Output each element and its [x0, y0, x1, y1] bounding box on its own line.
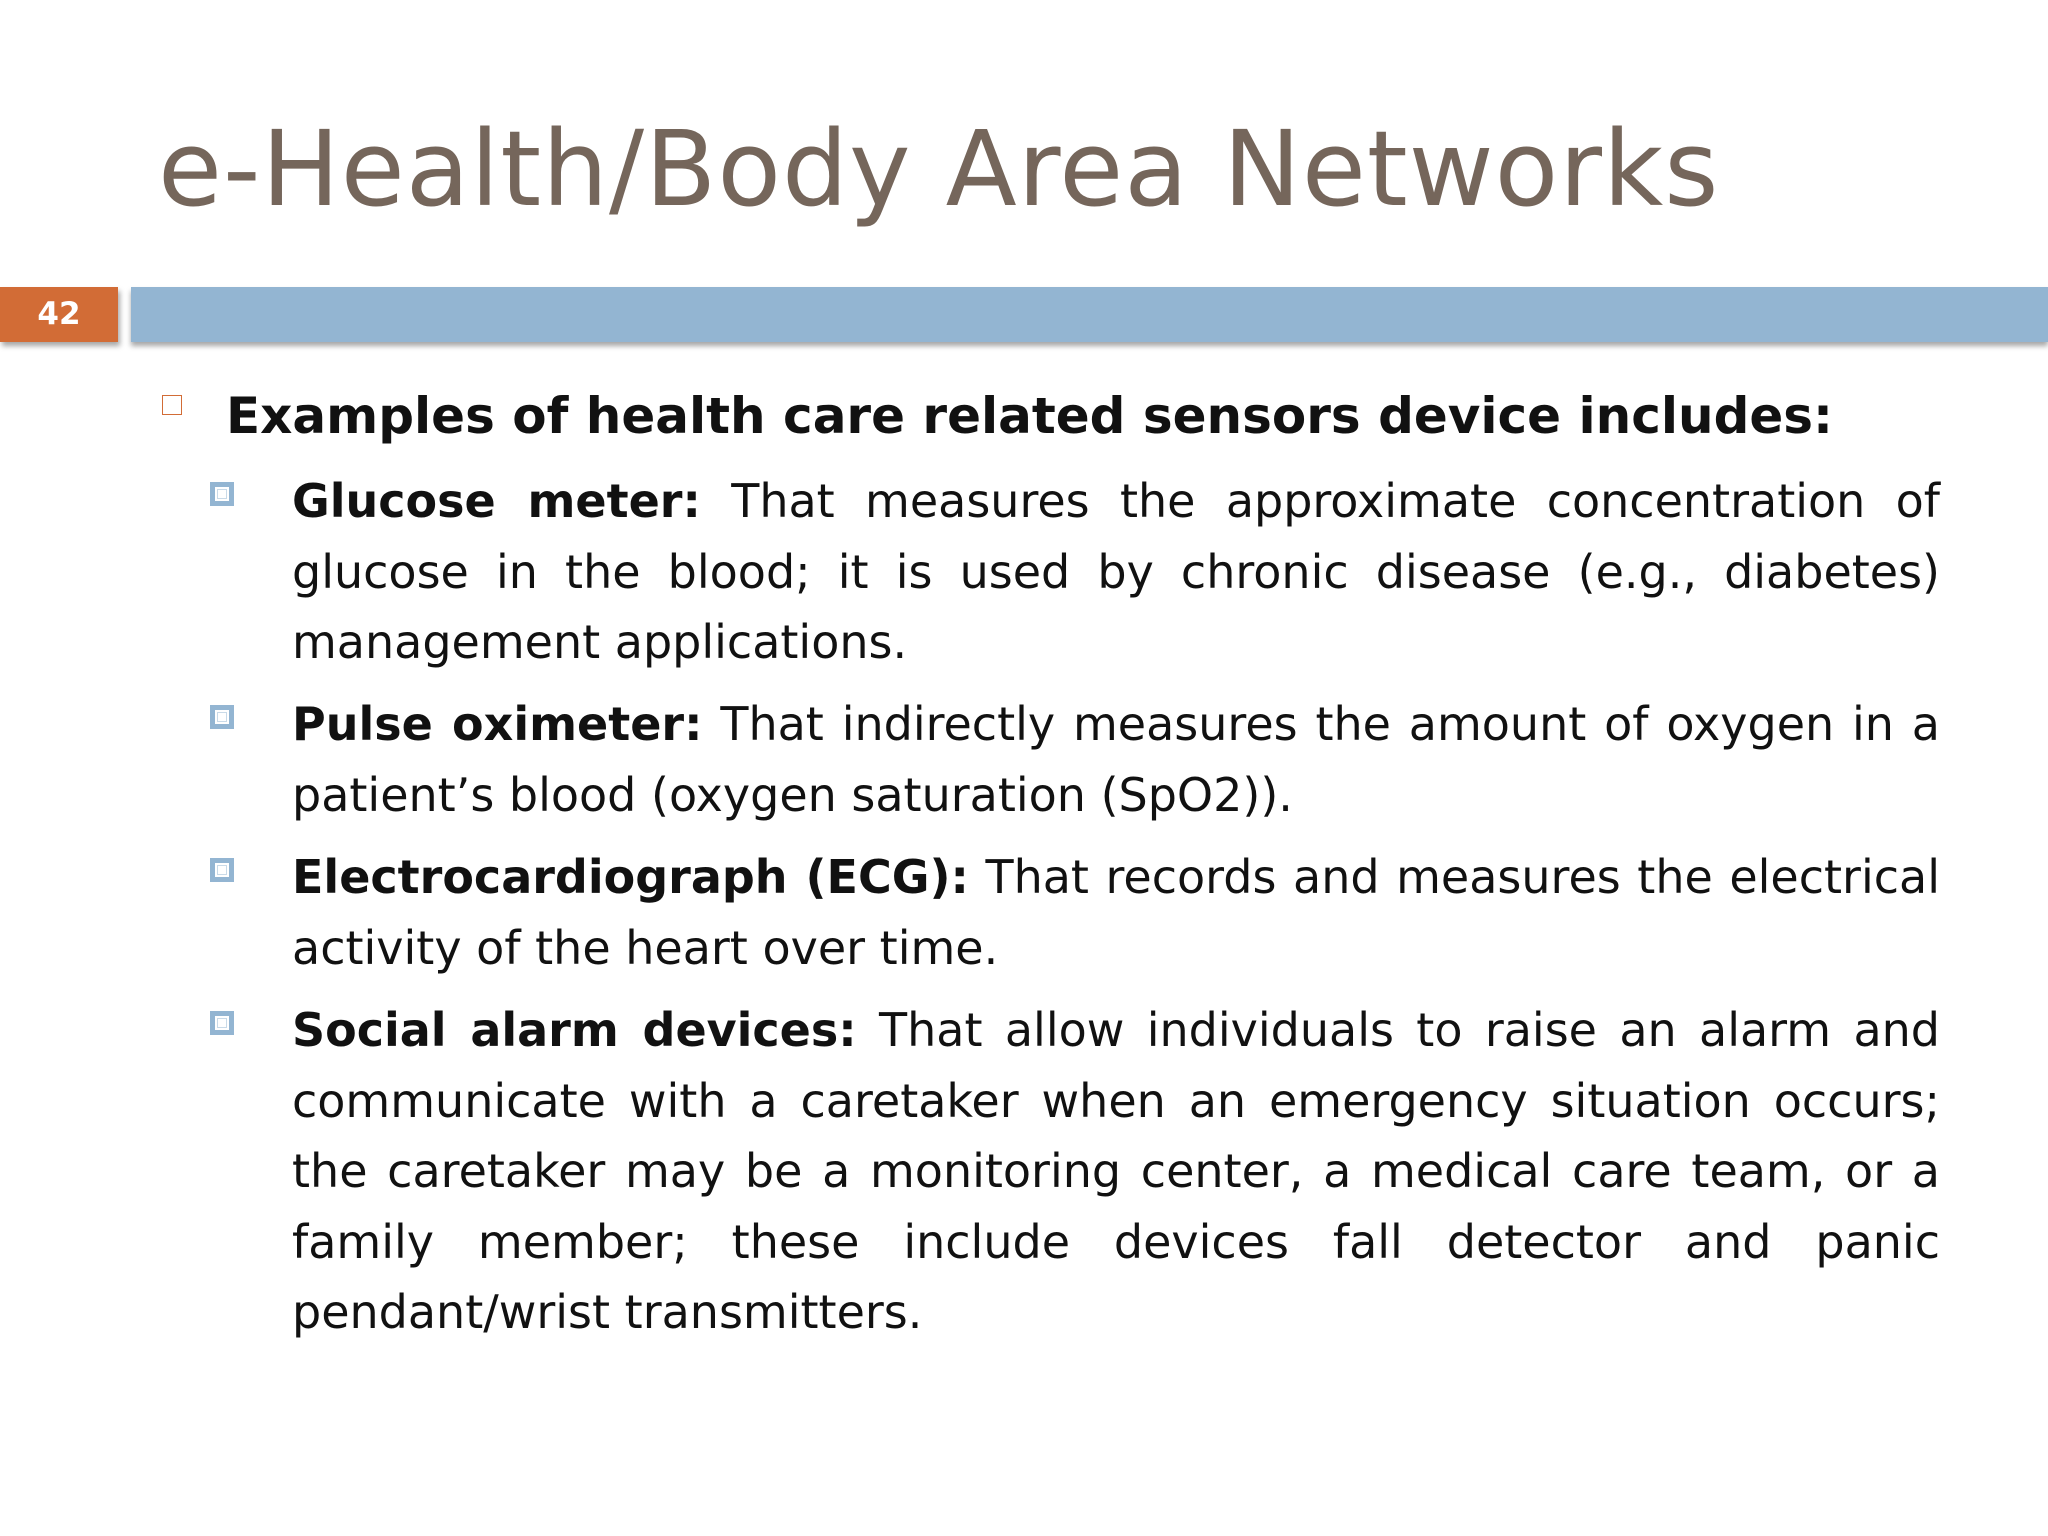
- item-description: That allow individuals to raise an alarm and communicate with a caretaker when an emergency situation occurs; the caretaker may be a monitoring center, a medical care team, or a family member; these include devices fall detector and panic pendant/wrist transmitters.: [292, 1003, 1940, 1339]
- square-bullet-icon: [210, 705, 234, 729]
- item-paragraph: [292, 995, 1940, 1348]
- item-paragraph: [292, 466, 1940, 678]
- item-description: That measures the approximate concentration of glucose in the blood; it is used by chronic disease (e.g., diabetes) management applications.: [292, 474, 1940, 669]
- item-term: Glucose meter:: [292, 474, 701, 528]
- slide-title: e-Health/Body Area Networks: [158, 108, 1720, 230]
- item-paragraph: [292, 689, 1940, 830]
- square-bullet-icon: [210, 1011, 234, 1035]
- item-description: That indirectly measures the amount of oxygen in a patient’s blood (oxygen saturation (SpO2)).: [292, 697, 1940, 822]
- square-bullet-icon: [210, 482, 234, 506]
- slide-number-badge: 42: [0, 287, 118, 342]
- header-divider-bar: [131, 287, 2048, 342]
- item-term: Pulse oximeter:: [292, 697, 703, 751]
- item-term: Electrocardiograph (ECG):: [292, 850, 969, 904]
- square-bullet-icon: [210, 858, 234, 882]
- item-paragraph: [292, 842, 1940, 983]
- square-bullet-icon: [162, 395, 182, 415]
- item-description: That records and measures the electrical activity of the heart over time.: [292, 850, 1941, 975]
- item-term: Social alarm devices:: [292, 1003, 857, 1057]
- bullet-heading: Examples of health care related sensors device includes:: [226, 387, 1834, 445]
